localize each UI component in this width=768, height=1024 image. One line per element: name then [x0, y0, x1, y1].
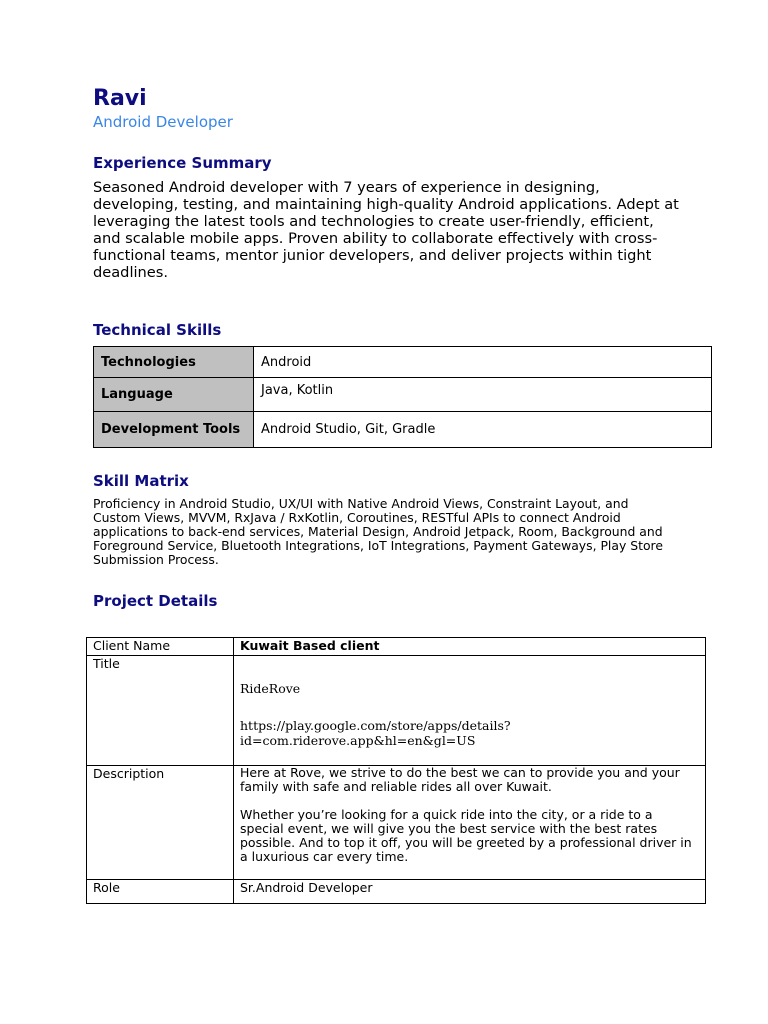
technical-skills-heading: Technical Skills: [93, 321, 222, 339]
experience-summary: Seasoned Android developer with 7 years of experience in designing, developing, testing, and maintaining high-quality Android applications. Adept at leveraging the latest tools and technologies to create user-friendly, efficient, and scalable mobile apps. Proven ability to collaborate effectively with cross-functional teams, mentor junior developers, and deliver projects within tight deadlines.: [93, 179, 679, 281]
technical-skills-table: [93, 346, 712, 448]
project-row: [87, 656, 706, 766]
skills-value: Java, Kotlin: [254, 378, 712, 412]
skill-matrix-heading: Skill Matrix: [93, 472, 189, 490]
candidate-name: Ravi: [93, 86, 147, 111]
description-cell: [234, 766, 706, 880]
title-label: Title: [87, 656, 234, 766]
client-name-value: Kuwait Based client: [234, 638, 706, 656]
job-title: Android Developer: [93, 113, 233, 131]
description-paragraph: Here at Rove, we strive to do the best we can to provide you and your family with safe and reliable rides all over Kuwait.: [240, 765, 680, 794]
project-row: [87, 766, 706, 880]
skill-matrix-text: Proficiency in Android Studio, UX/UI with Native Android Views, Constraint Layout, and Custom Views, MVVM, RxJava / RxKotlin, Coroutines, RESTful APIs to connect Android applications to back-end services, Material Design, Android Jetpack, Room, Background and Foreground Service, Bluetooth Integrations, IoT Integrations, Payment Gateways, Play Store Submission Process.: [93, 496, 663, 567]
skills-row: [94, 412, 712, 448]
title-url[interactable]: https://play.google.com/store/apps/details?id=com.riderove.app&hl=en&gl=US: [240, 718, 511, 748]
project-row: [87, 638, 706, 656]
skills-row: [94, 347, 712, 378]
description-label: Description: [87, 766, 234, 880]
project-table: [86, 637, 706, 904]
skills-label: Language: [94, 378, 254, 412]
skills-value: Android Studio, Git, Gradle: [254, 412, 712, 448]
description-paragraph: Whether you’re looking for a quick ride into the city, or a ride to a special event, we will give you the best service with the best rates possible. And to top it off, you will be greeted by a professional driver in a luxurious car every time.: [240, 807, 692, 864]
project-row: [87, 880, 706, 904]
skills-label: Technologies: [94, 347, 254, 378]
client-name-label: Client Name: [87, 638, 234, 656]
skills-row: [94, 378, 712, 412]
skills-value: Android: [254, 347, 712, 378]
project-details-heading: Project Details: [93, 592, 218, 610]
title-value: RideRove: [240, 681, 301, 696]
role-label: Role: [87, 880, 234, 904]
title-cell: [234, 656, 706, 766]
skills-label: Development Tools: [94, 412, 254, 448]
role-value: Sr.Android Developer: [234, 880, 706, 904]
experience-heading: Experience Summary: [93, 154, 272, 172]
